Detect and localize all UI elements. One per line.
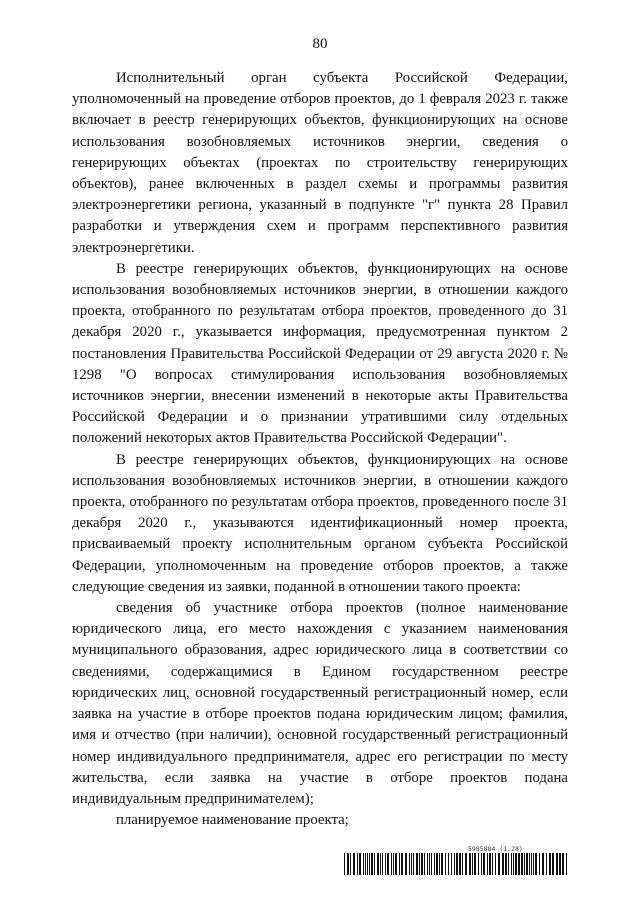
barcode-bar (451, 853, 452, 875)
barcode-bar (391, 853, 392, 875)
barcode-bar (448, 853, 449, 875)
barcode-bar (515, 853, 517, 875)
barcode-bar (483, 853, 485, 875)
barcode-bar (505, 853, 507, 875)
barcode-bar (492, 853, 493, 875)
barcode-bar (411, 853, 412, 875)
barcode-bar (445, 853, 446, 875)
barcode-bar (531, 853, 532, 875)
paragraph: Исполнительный орган субъекта Российской Федерации, уполномоченный на проведение отборов проектов, до 1 февраля 2023 г. также включает в реестр генерирующих объектов, функционирующих на основе использования возобновляемых источников энергии, сведения о генерирующих объектах (проектах по строительству генерирующих объектов), ранее включенных в раздел схемы и программы развития электроэнергетики региона, указанный в подпункте "г" пункта 28 Правил разработки и утверждения схем и программ перспективного развития электроэнергетики. (72, 70, 568, 256)
barcode-bar (419, 853, 420, 875)
barcode-bar (399, 853, 400, 875)
barcode-bar (371, 853, 373, 875)
barcode-bar (405, 853, 407, 875)
barcode-bar (441, 853, 443, 875)
barcode-bar (546, 853, 547, 875)
barcode-bar (559, 853, 561, 875)
barcode-bar (489, 853, 491, 875)
barcode-bar (367, 853, 368, 875)
barcode-bar (436, 853, 438, 875)
barcode-bar (353, 853, 355, 875)
barcode-bar (387, 853, 389, 875)
barcode-bar (439, 853, 440, 875)
barcode-bar (498, 853, 500, 875)
document-body (72, 68, 568, 831)
barcode-bar (359, 853, 361, 875)
barcode-bar (566, 853, 567, 875)
barcode-bar (511, 853, 512, 875)
barcode-bar (469, 853, 471, 875)
barcode-bar (513, 853, 514, 875)
barcode-bar (524, 853, 525, 875)
barcode-bar (454, 853, 455, 875)
barcode-bar (533, 853, 534, 875)
barcode-bar (416, 853, 418, 875)
barcode-bar (413, 853, 414, 875)
barcode-bar (365, 853, 366, 875)
barcode-bar (385, 853, 386, 875)
barcode-image (344, 853, 570, 875)
barcode-bar (380, 853, 381, 875)
barcode-bar (535, 853, 537, 875)
barcode-bar (347, 853, 349, 875)
barcode-bar (401, 853, 403, 875)
barcode-label: 5985884 (1.28) (468, 845, 523, 853)
barcode-bar (374, 853, 375, 875)
barcode-bar (508, 853, 509, 875)
barcode-bar (424, 853, 425, 875)
barcode-bar (456, 853, 458, 875)
barcode-bar (421, 853, 423, 875)
barcode-bar (539, 853, 540, 875)
barcode-bar (478, 853, 479, 875)
barcode-bar (495, 853, 496, 875)
barcode-bar (363, 853, 364, 875)
barcode-bar (465, 853, 467, 875)
barcode-bar (481, 853, 482, 875)
barcode-bar (549, 853, 551, 875)
barcode-bar (462, 853, 463, 875)
barcode-bar (393, 853, 394, 875)
barcode-bar (427, 853, 428, 875)
barcode-bar (556, 853, 558, 875)
paragraph: сведения об участнике отбора проектов (полное наименование юридического лица, его место нахождения с указанием наименования муниципального образования, адрес юридического лица в соответствии со сведениями, содержащимися в Едином государственном реестре юридических лиц, основной государственный регистрационный номер, если заявка на участие в отборе проектов подана юридическим лицом; фамилия, имя и отчество (при наличии), основной государственный регистрационный номер индивидуального предпринимателя, адрес его регистрации по месту жительства, если заявка на участие в отборе проектов подана индивидуальным предпринимателем); (72, 600, 568, 807)
barcode-bar (474, 853, 476, 875)
barcode-bar (395, 853, 397, 875)
barcode-bar (344, 853, 345, 875)
barcode-bar (434, 853, 435, 875)
barcode-bar (526, 853, 528, 875)
barcode-bar (552, 853, 554, 875)
barcode-bar (459, 853, 461, 875)
paragraph: планируемое наименование проекта; (116, 812, 349, 829)
barcode-bar (518, 853, 520, 875)
barcode-bar (502, 853, 504, 875)
barcode-bar (429, 853, 430, 875)
barcode-bar (542, 853, 544, 875)
barcode-bar (487, 853, 488, 875)
paragraph: В реестре генерирующих объектов, функционирующих на основе использования возобновляемых источников энергии, в отношении каждого проекта, отобранного по результатам отбора проектов, проведенного после 31 декабря 2020 г., указываются идентификационный номер проекта, присваиваемый проекту исполнительным органом субъекта Российской Федерации, уполномоченным на проведение отборов проектов, а также следующие сведения из заявки, поданной в отношении такого проекта: (72, 451, 568, 595)
barcode-bar (431, 853, 432, 875)
paragraph: В реестре генерирующих объектов, функционирующих на основе использования возобновляемых источников энергии, в отношении каждого проекта, отобранного по результатам отбора проектов, проведенного до 31 декабря 2020 г., указывается информация, предусмотренная пунктом 2 постановления Правительства Российской Федерации от 29 августа 2020 г. № 1298 "О вопросах стимулирования использования возобновляемых источников энергии, внесении изменений в некоторые акты Правительства Российской Федерации и о признании утратившими силу отдельных положений некоторых актов Правительства Российской Федерации". (72, 260, 568, 447)
barcode-bar (382, 853, 383, 875)
page-number: 80 (312, 36, 328, 52)
barcode-bar (377, 853, 379, 875)
barcode-bar (409, 853, 410, 875)
barcode-bar (529, 853, 530, 875)
barcode-bar (350, 853, 351, 875)
barcode-bar (472, 853, 473, 875)
document-footer (344, 845, 570, 877)
barcode-bar (521, 853, 523, 875)
barcode-bar (369, 853, 370, 875)
barcode-bar (562, 853, 564, 875)
barcode-bar (357, 853, 358, 875)
